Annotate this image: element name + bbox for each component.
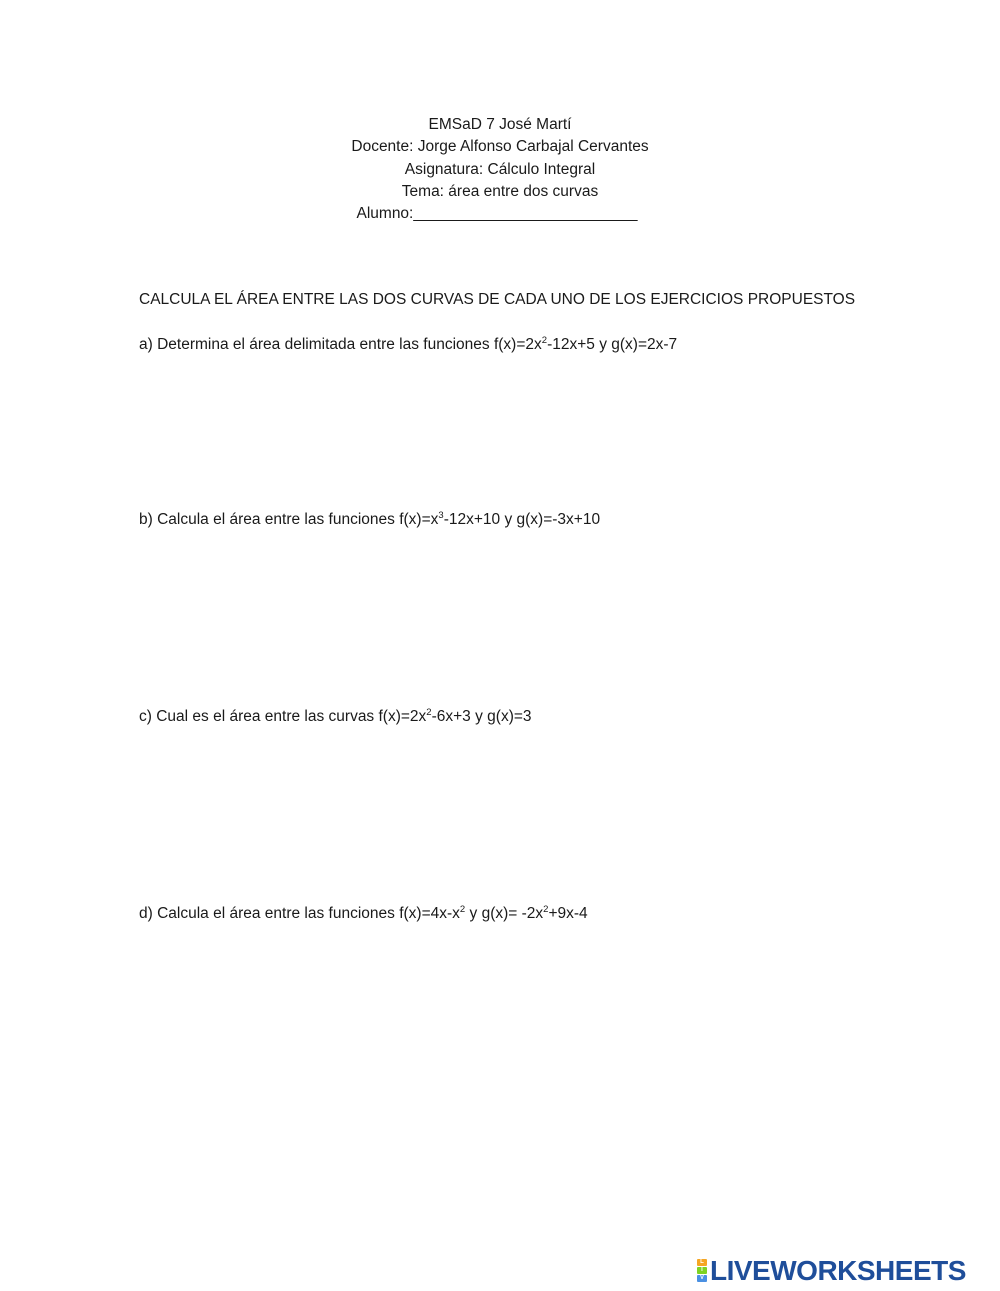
logo-block-v: V xyxy=(697,1275,707,1282)
exercise-a-suffix: -12x+5 y g(x)=2x-7 xyxy=(547,336,678,353)
exercise-d-suffix: +9x-4 xyxy=(548,905,588,922)
exercise-a-exponent: 2 xyxy=(541,335,548,346)
exercise-d-exponent-1: 2 xyxy=(459,904,466,915)
exercise-a xyxy=(139,335,677,355)
exercise-b-exponent: 3 xyxy=(438,510,444,521)
student-name-field[interactable]: Alumno:__________________________ xyxy=(356,205,638,223)
liveworksheets-text: LIVEWORKSHEETS xyxy=(710,1255,966,1286)
liveworksheets-logo[interactable] xyxy=(697,1256,966,1286)
topic-name: Tema: área entre dos curvas xyxy=(401,182,599,200)
exercise-b-suffix: -12x+10 y g(x)=-3x+10 xyxy=(443,511,601,528)
logo-block-l: L xyxy=(697,1259,707,1266)
exercise-b xyxy=(139,510,600,530)
logo-block-i: I xyxy=(697,1267,707,1274)
document-header xyxy=(0,114,1000,225)
exercise-a-prefix: a) Determina el área delimitada entre las funciones f(x)=2x xyxy=(139,336,542,353)
teacher-name: Docente: Jorge Alfonso Carbajal Cervantes xyxy=(351,138,649,156)
school-name: EMSaD 7 José Martí xyxy=(428,116,572,133)
liveworksheets-icon xyxy=(697,1259,707,1283)
exercise-b-prefix: b) Calcula el área entre las funciones f(x)=x xyxy=(139,511,439,528)
instructions-text: CALCULA EL ÁREA ENTRE LAS DOS CURVAS DE CADA UNO DE LOS EJERCICIOS PROPUESTOS xyxy=(139,291,856,308)
exercise-c xyxy=(139,707,532,727)
exercise-c-prefix: c) Cual es el área entre las curvas f(x)=2x xyxy=(139,708,427,725)
exercise-d-exponent-2: 2 xyxy=(543,904,549,915)
exercise-d-middle: y g(x)= -2x xyxy=(465,905,544,922)
exercise-d-prefix: d) Calcula el área entre las funciones f(x)=4x-x xyxy=(139,905,460,922)
exercise-d xyxy=(139,904,588,924)
exercise-c-suffix: -6x+3 y g(x)=3 xyxy=(431,708,532,725)
exercise-c-exponent: 2 xyxy=(426,707,432,718)
subject-name: Asignatura: Cálculo Integral xyxy=(404,160,596,178)
